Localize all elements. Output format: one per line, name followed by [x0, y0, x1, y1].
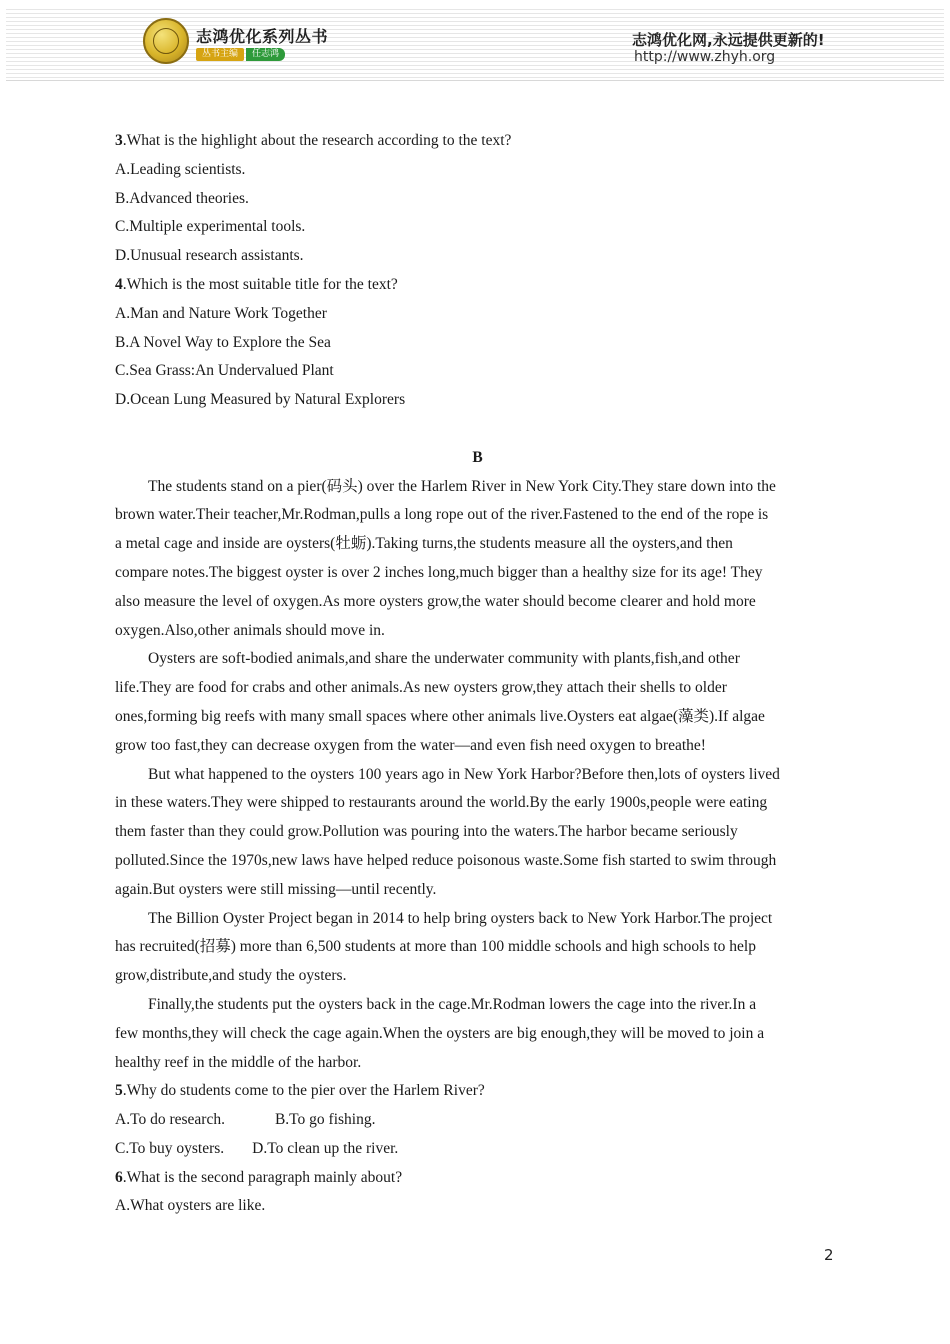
passage-paragraph-1 — [115, 473, 840, 646]
paragraph-line: polluted.Since the 1970s,new laws have helped reduce poisonous waste.Some fish started to swim through — [115, 851, 777, 869]
paragraph-line: life.They are food for crabs and other animals.As new oysters grow,they attach their shells to older — [115, 679, 727, 697]
paragraph-line: brown water.Their teacher,Mr.Rodman,pulls a long rope out of the river.Fastened to the end of the rope is — [115, 506, 769, 524]
header-slogan: 志鸿优化网,永远提供更新的! — [632, 31, 825, 49]
question-4-stem: 4.Which is the most suitable title for the text? — [115, 275, 398, 293]
q4-option-c: C.Sea Grass:An Undervalued Plant — [115, 362, 334, 380]
passage-paragraph-5 — [115, 991, 840, 1077]
series-title: 志鸿优化系列丛书 — [196, 27, 329, 46]
paragraph-line: grow,distribute,and study the oysters. — [115, 967, 347, 985]
q3-option-d: D.Unusual research assistants. — [115, 247, 304, 265]
passage-paragraph-2 — [115, 645, 840, 760]
question-3-stem: 3.What is the highlight about the research according to the text? — [115, 132, 512, 149]
header-url: http://www.zhyh.org — [634, 49, 776, 65]
paragraph-line: compare notes.The biggest oyster is over 2 inches long,much bigger than a healthy size for its age! They — [115, 563, 763, 581]
section-b-heading: B — [472, 448, 483, 466]
q4-option-b: B.A Novel Way to Explore the Sea — [115, 333, 331, 351]
paragraph-line: has recruited(招募) more than 6,500 students at more than 100 middle schools and high schools to help — [115, 938, 756, 956]
editor-name: 任志鸿 — [246, 48, 285, 61]
paragraph-line: The students stand on a pier(码头) over the Harlem River in New York City.They stare down into the — [148, 477, 776, 495]
paragraph-line: healthy reef in the middle of the harbor. — [115, 1053, 362, 1071]
page-content — [115, 127, 840, 1221]
paragraph-line: few months,they will check the cage again.When the oysters are big enough,they will be moved to join a — [115, 1024, 765, 1042]
question-6-stem: 6.What is the second paragraph mainly about? — [115, 1168, 403, 1186]
paragraph-line: Oysters are soft-bodied animals,and share the underwater community with plants,fish,and other — [148, 650, 740, 668]
series-logo-icon — [143, 18, 189, 64]
paragraph-line: The Billion Oyster Project began in 2014 to help bring oysters back to New York Harbor.The project — [148, 909, 773, 927]
passage-paragraph-4 — [115, 905, 840, 991]
q6-option-a: A.What oysters are like. — [115, 1197, 266, 1215]
header-divider — [6, 80, 944, 81]
q5-options-row-2 — [115, 1135, 840, 1164]
q5-option-a: A.To do research. — [115, 1111, 225, 1129]
q3-option-a: A.Leading scientists. — [115, 160, 246, 178]
question-5-stem: 5.Why do students come to the pier over the Harlem River? — [115, 1082, 485, 1100]
q5-option-c: C.To buy oysters. — [115, 1139, 225, 1157]
paragraph-line: grow too fast,they can decrease oxygen from the water—and even fish need oxygen to breathe! — [115, 736, 706, 754]
editor-label: 丛书主编 — [196, 48, 244, 61]
q3-option-c: C.Multiple experimental tools. — [115, 218, 306, 236]
paragraph-line: oxygen.Also,other animals should move in. — [115, 621, 385, 639]
q3-option-b: B.Advanced theories. — [115, 189, 249, 207]
passage-paragraph-3 — [115, 761, 840, 905]
paragraph-line: ones,forming big reefs with many small spaces where other animals live.Oysters eat algae(藻类).If algae — [115, 707, 765, 725]
paragraph-line: in these waters.They were shipped to restaurants around the world.By the early 1900s,people were eating — [115, 794, 768, 812]
q5-option-b: B.To go fishing. — [274, 1111, 376, 1129]
q5-option-d: D.To clean up the river. — [252, 1139, 399, 1157]
paragraph-line: But what happened to the oysters 100 years ago in New York Harbor?Before then,lots of oysters lived — [148, 765, 780, 783]
q4-option-a: A.Man and Nature Work Together — [115, 304, 327, 322]
page-number: 2 — [824, 1246, 834, 1264]
paragraph-line: also measure the level of oxygen.As more oysters grow,the water should become clearer and hold more — [115, 592, 756, 610]
q5-options-row-1 — [115, 1106, 840, 1135]
paragraph-line: them faster than they could grow.Pollution was pouring into the waters.The harbor became seriously — [115, 823, 738, 841]
paragraph-line: again.But oysters were still missing—until recently. — [115, 880, 437, 898]
paragraph-line: a metal cage and inside are oysters(牡蛎).Taking turns,the students measure all the oysters,and then — [115, 535, 733, 553]
paragraph-line: Finally,the students put the oysters back in the cage.Mr.Rodman lowers the cage into the river.In a — [148, 995, 757, 1013]
q4-option-d: D.Ocean Lung Measured by Natural Explorers — [115, 391, 406, 409]
